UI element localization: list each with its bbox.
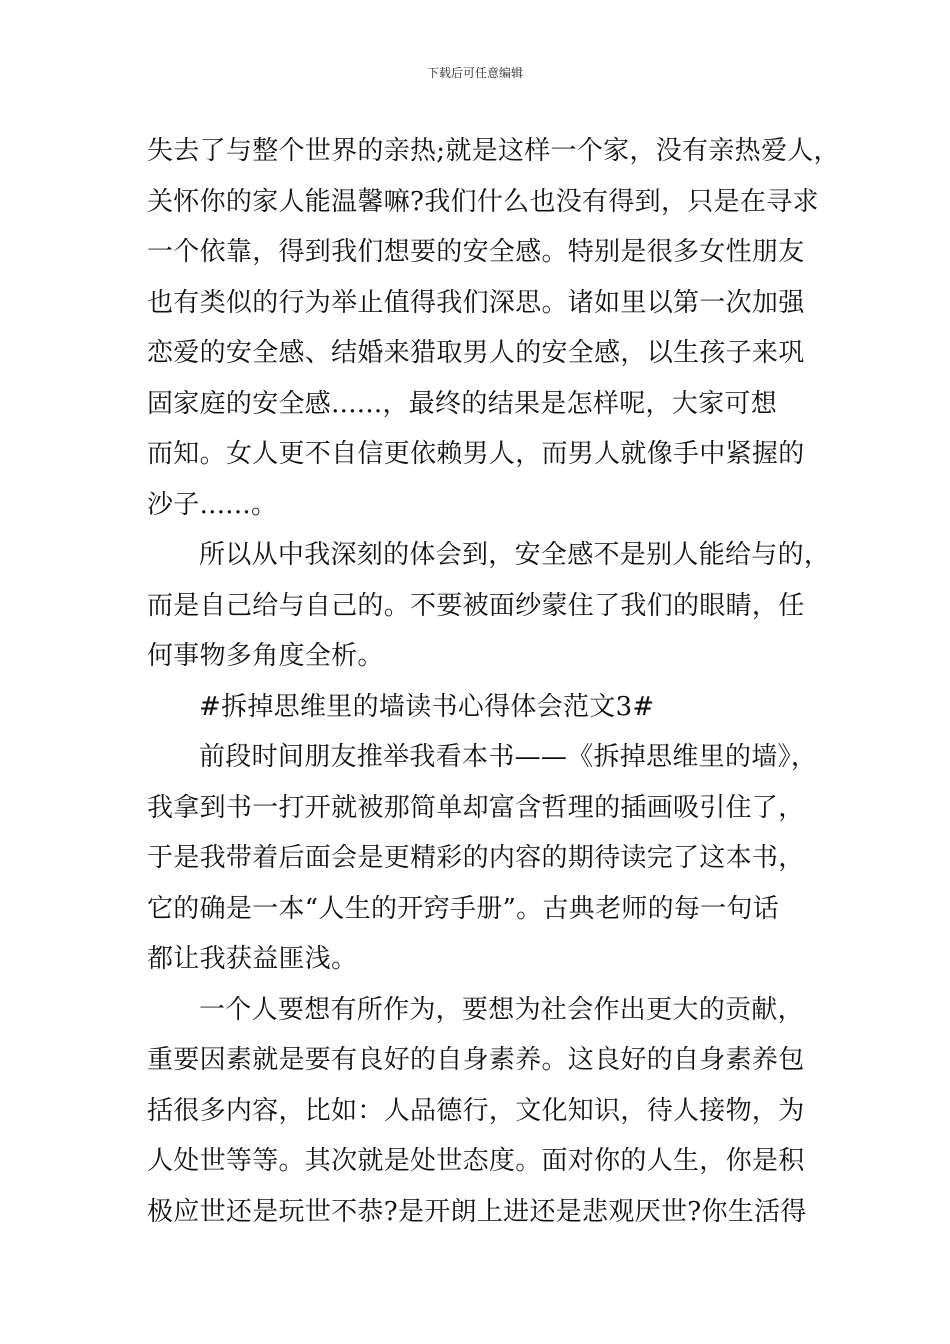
text-line: 人处世等等。其次就是处世态度。面对你的人生，你是积	[147, 1146, 805, 1176]
text-line: 括很多内容，比如：人品德行，文化知识，待人接物，为	[147, 1095, 805, 1126]
text-line: 一个依靠，得到我们想要的安全感。特别是很多女性朋友	[147, 237, 805, 267]
text-line: 也有类似的行为举止值得我们深思。诸如里以第一次加强	[147, 287, 805, 318]
text-line: 都让我获益匪浅。	[147, 944, 358, 974]
text-line: 于是我带着后面会是更精彩的内容的期待读完了这本书，	[147, 843, 805, 873]
text-line: 而是自己给与自己的。不要被面纱蒙住了我们的眼睛，任	[147, 590, 805, 621]
text-line: 失去了与整个世界的亲热;就是这样一个家，没有亲热爱人，	[147, 136, 840, 166]
text-line: 固家庭的安全感......，最终的结果是怎样呢，大家可想	[147, 388, 777, 419]
paragraph-start-line: 一个人要想有所作为，要想为社会作出更大的贡献，	[199, 994, 804, 1025]
text-line: 恋爱的安全感、结婚来猎取男人的安全感，以生孩子来巩	[147, 338, 805, 368]
text-line: 何事物多角度全析。	[147, 641, 384, 671]
document-body	[147, 126, 840, 1237]
paragraph-start-line: 所以从中我深刻的体会到，安全感不是别人能给与的，	[199, 540, 831, 570]
text-line: 关怀你的家人能温馨嘛?我们什么也没有得到，只是在寻求	[147, 186, 819, 217]
text-line: 重要因素就是要有良好的自身素养。这良好的自身素养包	[147, 1045, 805, 1075]
text-line: 而知。女人更不自信更依赖男人，而男人就像手中紧握的	[147, 439, 805, 469]
text-line: 沙子......。	[147, 489, 278, 520]
text-line: 它的确是一本“人生的开窍手册”。古典老师的每一句话	[147, 893, 780, 924]
paragraph-start-line: 前段时间朋友推举我看本书——《拆掉思维里的墙》，	[199, 742, 818, 772]
section-heading: #拆掉思维里的墙读书心得体会范文3#	[199, 691, 655, 722]
text-line: 极应世还是玩世不恭?是开朗上进还是悲观厌世?你生活得	[147, 1196, 807, 1227]
text-line: 我拿到书一打开就被那简单却富含哲理的插画吸引住了，	[147, 792, 805, 823]
page-header: 下载后可任意编辑	[426, 66, 523, 80]
